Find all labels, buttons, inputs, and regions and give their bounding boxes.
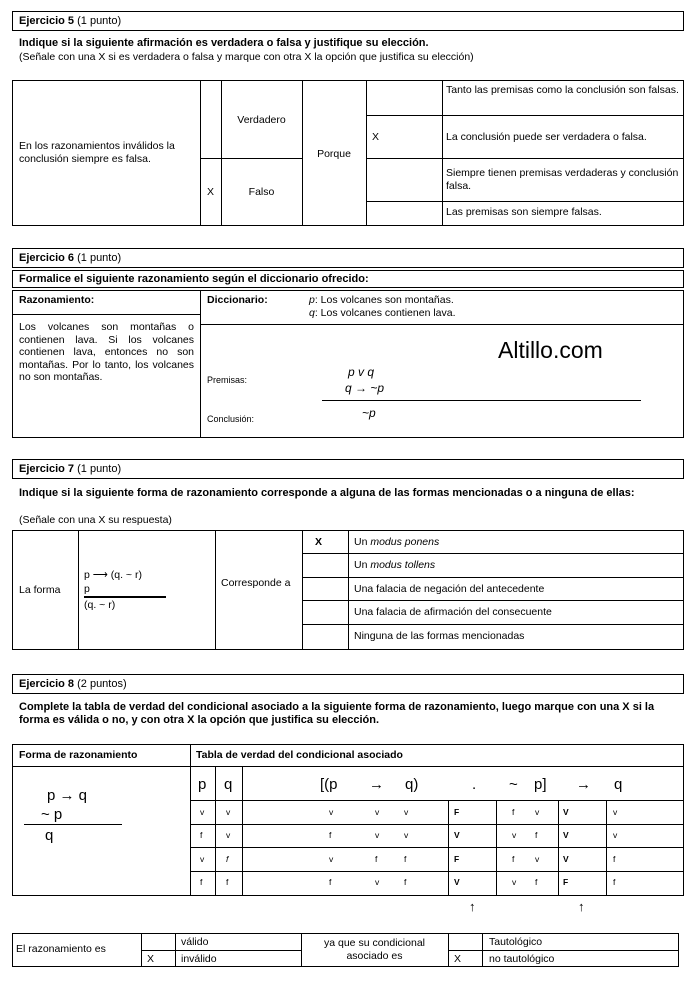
truth-cell: V xyxy=(563,830,569,840)
truth-cell: F xyxy=(454,807,460,817)
ex8-not-taut-mark: X xyxy=(454,953,462,965)
ex5-option: Siempre tienen premisas verdaderas y conclusión falsa. xyxy=(446,167,679,192)
up-arrow-icon: ↑ xyxy=(469,899,476,914)
ex8-form-header: Forma de razonamiento xyxy=(19,749,138,761)
ex6-conclusion-label: Conclusión: xyxy=(207,414,255,424)
ex6-header xyxy=(12,248,684,268)
ex5-header xyxy=(12,11,684,31)
truth-cell: f xyxy=(404,854,407,864)
watermark-logo: Altillo.com xyxy=(498,337,603,363)
ex7-title: Ejercicio 7 xyxy=(19,463,75,475)
ex5-option: La conclusión puede ser verdadera o falsa. xyxy=(446,131,647,143)
truth-cell: v xyxy=(404,807,409,817)
truth-cell: f xyxy=(200,877,203,887)
truth-cell: f xyxy=(512,807,515,817)
truth-cell: v xyxy=(535,854,540,864)
truth-cell: v xyxy=(613,807,618,817)
truth-cell: v xyxy=(613,830,618,840)
ex5-instruction: Indique si la siguiente afirmación es verdadera o falsa y justifique su elección. xyxy=(19,37,429,49)
ex5-because: Porque xyxy=(317,148,351,160)
truth-cell: v xyxy=(329,854,334,864)
col-header: . xyxy=(472,776,477,793)
ex7-form-label: La forma xyxy=(19,584,61,596)
truth-cell: v xyxy=(226,830,231,840)
ex7-form-line3: (q. ~ r) xyxy=(84,599,116,611)
truth-cell: V xyxy=(563,807,569,817)
truth-cell: v xyxy=(375,830,380,840)
truth-cell: F xyxy=(454,854,460,864)
truth-cell: f xyxy=(613,854,616,864)
ex6-points: (1 punto) xyxy=(77,252,122,264)
col-header: p] xyxy=(534,776,547,793)
truth-cell: v xyxy=(512,830,517,840)
truth-cell: V xyxy=(563,854,569,864)
ex8-table-header: Tabla de verdad del condicional asociado xyxy=(196,749,403,761)
ex5-title: Ejercicio 5 xyxy=(19,15,75,27)
ex6-dict-p: p: Los volcanes son montañas. xyxy=(309,294,454,306)
ex7-header xyxy=(12,459,684,479)
ex7-option: Un modus ponens xyxy=(354,536,440,548)
truth-cell: f xyxy=(512,854,515,864)
ex6-conclusion: ~p xyxy=(362,406,376,420)
ex7-form-line2: p xyxy=(84,583,90,595)
ex6-instruction: Formalice el siguiente razonamiento según el diccionario ofrecido: xyxy=(19,273,369,285)
truth-cell: f xyxy=(329,830,332,840)
ex6-dictionary-label: Diccionario: xyxy=(207,294,268,306)
ex8-form-line1: p → q xyxy=(47,787,88,804)
truth-cell: v xyxy=(226,807,231,817)
ex8-not-taut-option: no tautológico xyxy=(489,953,555,965)
ex8-inference-line xyxy=(24,824,122,825)
truth-cell: f xyxy=(535,830,538,840)
ex7-option: Una falacia de afirmación del consecuente xyxy=(354,606,552,618)
ex5-note: (Señale con una X si es verdadera o falsa y marque con otra X la opción que justifica su elección) xyxy=(19,51,474,63)
ex7-option-mark: X xyxy=(315,536,323,548)
truth-cell: f xyxy=(226,877,229,887)
col-header: p xyxy=(198,776,207,793)
ex8-form-line3: q xyxy=(45,827,54,844)
truth-cell: f xyxy=(535,877,538,887)
ex5-option-mark: X xyxy=(372,131,380,143)
truth-cell: v xyxy=(200,854,205,864)
ex6-reasoning-text: Los volcanes son montañas o contienen lava. Si los volcanes contienen lava, entonces no son montañas. Por lo tanto, los volcanes no son montañas. xyxy=(19,321,194,383)
ex5-option: Las premisas son siempre falsas. xyxy=(446,206,602,218)
truth-cell: v xyxy=(329,807,334,817)
ex5-false-mark: X xyxy=(206,186,214,198)
truth-cell: f xyxy=(404,877,407,887)
ex5-false-label: Falso xyxy=(248,186,275,198)
truth-cell: v xyxy=(200,807,205,817)
truth-cell: v xyxy=(535,807,540,817)
ex7-option: Un modus tollens xyxy=(354,559,436,571)
truth-cell: V xyxy=(454,877,460,887)
truth-cell: F xyxy=(563,877,569,887)
ex7-instruction: Indique si la siguiente forma de razonamiento corresponde a alguna de las formas mencionadas o a ninguna de ellas: xyxy=(19,487,635,499)
col-header: q) xyxy=(405,776,419,793)
up-arrow-icon: ↑ xyxy=(578,899,585,914)
ex8-taut-option: Tautológico xyxy=(489,936,543,948)
truth-cell: v xyxy=(375,807,380,817)
ex8-title: Ejercicio 8 xyxy=(19,678,75,690)
col-header: → xyxy=(369,776,384,793)
ex5-statement: En los razonamientos inválidos la conclusión siempre es falsa. xyxy=(19,140,175,165)
truth-cell: f xyxy=(200,830,203,840)
ex5-true-label: Verdadero xyxy=(237,114,286,126)
ex6-reasoning-label: Razonamiento: xyxy=(19,294,95,306)
ex6-premises-label: Premisas: xyxy=(207,375,248,385)
ex7-form-line1: p ⟶ (q. ~ r) xyxy=(84,569,142,581)
ex8-points: (2 puntos) xyxy=(77,678,127,690)
col-header: ~ xyxy=(509,776,518,793)
truth-cell: v xyxy=(375,877,380,887)
truth-cell: f xyxy=(375,854,378,864)
ex8-invalid-mark: X xyxy=(147,953,155,965)
col-header: [(p xyxy=(320,776,338,793)
truth-cell: f xyxy=(613,877,616,887)
ex5-points: (1 punto) xyxy=(77,15,122,27)
ex8-invalid-option: inválido xyxy=(181,953,217,965)
ex7-note: (Señale con una X su respuesta) xyxy=(19,514,172,526)
ex6-title: Ejercicio 6 xyxy=(19,252,75,264)
col-header: q xyxy=(614,776,623,793)
truth-cell: f xyxy=(329,877,332,887)
ex8-result-label: El razonamiento es xyxy=(16,943,106,955)
ex6-premise-1: p v q xyxy=(348,365,375,379)
ex6-inference-line xyxy=(322,400,641,401)
ex7-option: Ninguna de las formas mencionadas xyxy=(354,630,525,642)
ex6-dict-q: q: Los volcanes contienen lava. xyxy=(309,307,456,319)
col-header: → xyxy=(576,776,591,793)
ex5-option: Tanto las premisas como la conclusión son falsas. xyxy=(446,84,679,96)
ex7-inference-line xyxy=(84,596,166,598)
ex8-valid-option: válido xyxy=(181,936,209,948)
truth-cell: f xyxy=(226,854,229,864)
ex8-because: ya que su condicional asociado es xyxy=(324,937,425,962)
truth-cell: V xyxy=(454,830,460,840)
truth-cell: v xyxy=(404,830,409,840)
ex7-points: (1 punto) xyxy=(77,463,122,475)
truth-cell: v xyxy=(512,877,517,887)
ex6-premise-2: q → ~p xyxy=(345,381,385,395)
ex8-header xyxy=(12,674,684,694)
col-header: q xyxy=(224,776,233,793)
ex8-instruction: Complete la tabla de verdad del condicional asociado a la siguiente forma de razonamiento, luego marque con una X si la forma es válida o no, y con otra X la opción que justifica su elección. xyxy=(19,701,655,726)
ex7-option: Una falacia de negación del antecedente xyxy=(354,583,545,595)
ex7-corresponds: Corresponde a xyxy=(221,577,291,589)
ex8-form-line2: ~ p xyxy=(41,806,63,823)
